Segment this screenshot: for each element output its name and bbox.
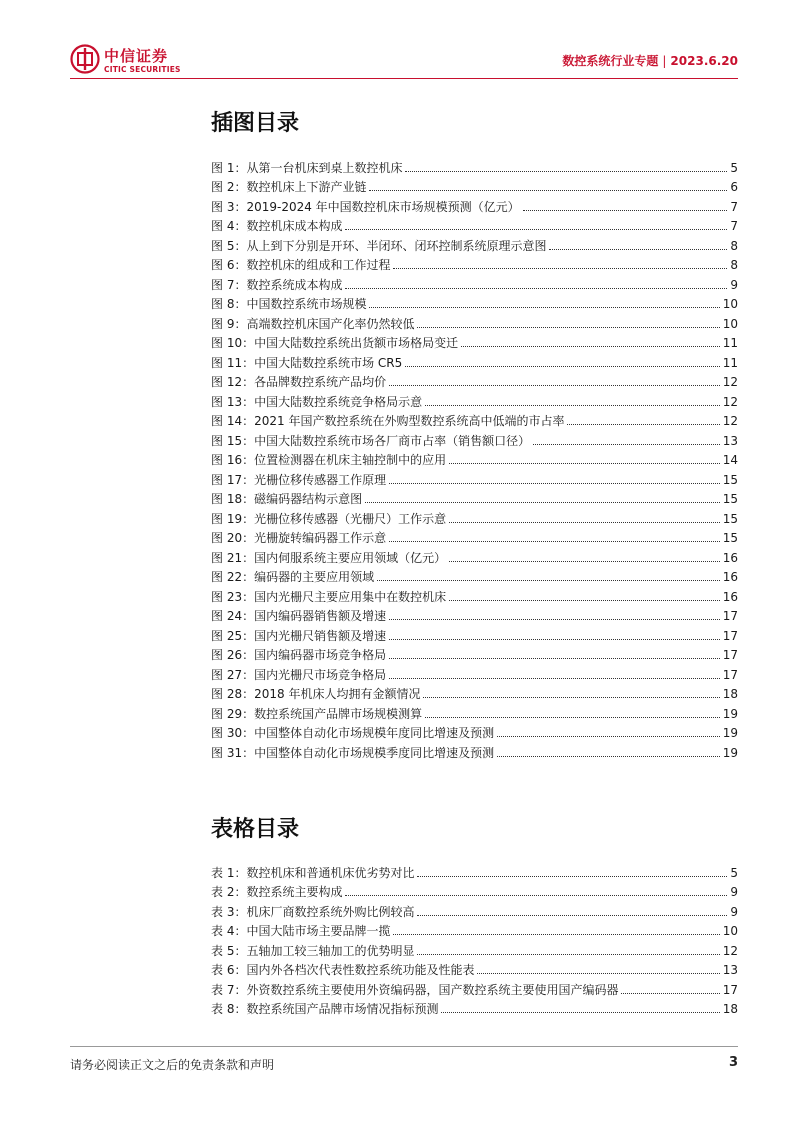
entry-page: 13 (722, 433, 738, 448)
entry-label: 图 24： (211, 609, 255, 623)
entry-page: 9 (730, 904, 738, 919)
entry-page: 8 (730, 238, 738, 253)
figure-toc-entry[interactable] (211, 702, 738, 722)
entry-page: 18 (722, 687, 738, 701)
entry-page: 9 (730, 885, 738, 899)
table-toc-entry[interactable] (211, 920, 738, 940)
entry-leader (549, 249, 727, 250)
entry-page: 19 (722, 745, 738, 760)
entry-caption: 中国大陆数控系统出货额市场格局变迁 (254, 336, 459, 350)
entry-caption: 光栅位移传感器工作原理 (254, 472, 387, 487)
figure-toc-entry[interactable] (211, 273, 738, 293)
entry-page: 6 (730, 180, 738, 194)
entry-label: 图 21： (211, 550, 255, 565)
entry-page: 19 (722, 706, 738, 721)
figure-toc-entry[interactable] (211, 371, 738, 391)
entry-page: 16 (722, 589, 738, 604)
entry-caption: 2018 年机床人均拥有金额情况 (254, 687, 421, 701)
entry-caption: 数控机床和普通机床优劣势对比 (246, 865, 415, 880)
entry-caption: 中国大陆数控系统市场各厂商市占率（销售额口径） (254, 433, 531, 448)
entry-caption: 中国大陆数控系统竞争格局示意 (254, 394, 423, 409)
table-toc-entry[interactable] (211, 959, 738, 979)
entry-label: 图 23： (211, 589, 255, 604)
entry-label: 表 3： (211, 904, 247, 919)
figure-toc-entry[interactable] (211, 663, 738, 683)
figure-toc-entry[interactable] (211, 722, 738, 742)
figure-toc-entry[interactable] (211, 624, 738, 644)
entry-caption: 2021 年国产数控系统在外购型数控系统高中低端的市占率 (254, 414, 565, 428)
entry-label: 图 8： (211, 297, 247, 311)
entry-page: 8 (730, 258, 738, 272)
entry-leader (425, 717, 720, 718)
figure-toc-entry[interactable] (211, 585, 738, 605)
entry-leader (369, 190, 727, 191)
entry-label: 图 31： (211, 745, 255, 760)
entry-page: 17 (722, 628, 738, 643)
entry-caption: 中国大陆数控系统市场 CR5 (254, 355, 403, 370)
figure-toc-entry[interactable] (211, 429, 738, 449)
entry-page: 15 (722, 511, 738, 526)
header-separator: | (662, 54, 667, 68)
entry-label: 图 15： (211, 433, 255, 448)
entry-leader (389, 678, 720, 679)
entry-label: 表 7： (211, 982, 247, 997)
figure-toc-entry[interactable] (211, 507, 738, 527)
entry-caption: 国内光栅尺销售额及增速 (254, 628, 387, 643)
entry-page: 18 (722, 1002, 738, 1016)
entry-page: 12 (722, 943, 738, 958)
entry-label: 图 12： (211, 375, 255, 389)
entry-leader (449, 522, 720, 523)
figure-toc-entry[interactable] (211, 644, 738, 664)
entry-leader (405, 171, 727, 172)
entry-label: 图 6： (211, 258, 247, 272)
figure-toc-entry[interactable] (211, 449, 738, 469)
entry-leader (389, 639, 720, 640)
entry-label: 图 26： (211, 648, 255, 662)
entry-label: 图 13： (211, 394, 255, 409)
page-header (70, 40, 738, 82)
entry-leader (345, 229, 727, 230)
entry-page: 12 (722, 394, 738, 409)
entry-leader (389, 541, 720, 542)
entry-caption: 国内编码器销售额及增速 (254, 609, 387, 623)
entry-leader (345, 895, 727, 896)
entry-leader (405, 366, 719, 367)
entry-leader (369, 307, 719, 308)
entry-label: 表 6： (211, 963, 247, 977)
entry-page: 11 (722, 336, 738, 350)
entry-label: 图 20： (211, 531, 255, 545)
entry-leader (389, 619, 720, 620)
company-logo (70, 44, 200, 78)
entry-caption: 从第一台机床到桌上数控机床 (246, 160, 403, 175)
entry-caption: 各品牌数控系统产品均价 (254, 375, 387, 389)
figure-toc-entry[interactable] (211, 390, 738, 410)
entry-label: 表 5： (211, 943, 247, 958)
entry-label: 图 29： (211, 706, 255, 721)
entry-leader (497, 756, 720, 757)
entry-page: 14 (722, 453, 738, 467)
figure-toc-entry[interactable] (211, 351, 738, 371)
figure-toc-entry[interactable] (211, 566, 738, 586)
entry-caption: 国内伺服系统主要应用领域（亿元） (254, 550, 447, 565)
entry-label: 图 28： (211, 687, 255, 701)
entry-page: 10 (722, 316, 738, 331)
header-divider (70, 78, 738, 79)
entry-page: 9 (730, 277, 738, 292)
entry-page: 16 (722, 550, 738, 565)
figure-toc-entry[interactable] (211, 488, 738, 508)
entry-page: 10 (722, 924, 738, 938)
tables-toc-list (211, 861, 738, 1017)
figures-toc-list (211, 156, 738, 761)
entry-leader (423, 697, 719, 698)
table-toc-entry[interactable] (211, 978, 738, 998)
entry-caption: 数控系统成本构成 (246, 277, 343, 292)
logo-company-cn: 中信证券 (104, 47, 169, 65)
entry-caption: 数控系统主要构成 (246, 885, 343, 899)
figure-toc-entry[interactable] (211, 254, 738, 274)
entry-leader (389, 385, 720, 386)
entry-leader (449, 600, 720, 601)
footer-disclaimer: 请务必阅读正文之后的免责条款和声明 (70, 1058, 275, 1072)
entry-page: 12 (722, 375, 738, 389)
entry-caption: 高端数控机床国产化率仍然较低 (246, 316, 415, 331)
entry-leader (377, 580, 720, 581)
entry-leader (441, 1012, 719, 1013)
figure-toc-entry[interactable] (211, 293, 738, 313)
entry-page: 19 (722, 726, 738, 740)
entry-leader (425, 405, 720, 406)
table-toc-entry[interactable] (211, 939, 738, 959)
entry-label: 图 3： (211, 199, 247, 214)
figure-toc-entry[interactable] (211, 683, 738, 703)
entry-page: 15 (722, 472, 738, 487)
entry-label: 图 5： (211, 238, 247, 253)
entry-label: 图 10： (211, 336, 255, 350)
entry-label: 图 9： (211, 316, 247, 331)
entry-page: 15 (722, 492, 738, 506)
report-title: 数控系统行业专题 (562, 54, 659, 68)
entry-label: 图 30： (211, 726, 255, 740)
citic-logo-icon (70, 44, 100, 74)
figure-toc-entry[interactable] (211, 195, 738, 215)
entry-leader (523, 210, 728, 211)
figure-toc-entry[interactable] (211, 234, 738, 254)
figure-toc-entry[interactable] (211, 332, 738, 352)
entry-leader (417, 327, 719, 328)
entry-leader (393, 934, 719, 935)
figure-toc-entry[interactable] (211, 546, 738, 566)
figure-toc-entry[interactable] (211, 156, 738, 176)
entry-page: 5 (730, 865, 738, 880)
entry-page: 7 (730, 199, 738, 214)
entry-page: 17 (722, 982, 738, 997)
entry-leader (417, 954, 719, 955)
entry-page: 13 (722, 963, 738, 977)
entry-leader (497, 736, 720, 737)
entry-caption: 光栅位移传感器（光栅尺）工作示意 (254, 511, 447, 526)
footer-divider (70, 1046, 738, 1047)
entry-leader (449, 561, 720, 562)
entry-label: 图 4： (211, 219, 247, 233)
entry-label: 表 8： (211, 1002, 247, 1016)
entry-label: 图 17： (211, 472, 255, 487)
report-date: 2023.6.20 (670, 54, 738, 68)
entry-page: 17 (722, 648, 738, 662)
entry-caption: 机床厂商数控系统外购比例较高 (246, 904, 415, 919)
entry-page: 10 (722, 297, 738, 311)
entry-page: 17 (722, 667, 738, 682)
entry-caption: 中国整体自动化市场规模年度同比增速及预测 (254, 726, 495, 740)
entry-leader (365, 502, 720, 503)
entry-caption: 中国数控系统市场规模 (246, 297, 367, 311)
entry-label: 图 7： (211, 277, 247, 292)
entry-label: 图 19： (211, 511, 255, 526)
entry-caption: 数控机床上下游产业链 (246, 180, 367, 194)
entry-label: 图 1： (211, 160, 247, 175)
entry-leader (477, 973, 719, 974)
entry-caption: 数控系统国产品牌市场情况指标预测 (246, 1002, 439, 1016)
report-info (562, 52, 738, 69)
figure-toc-entry[interactable] (211, 176, 738, 196)
entry-caption: 中国整体自动化市场规模季度同比增速及预测 (254, 745, 495, 760)
entry-caption: 外资数控系统主要使用外资编码器，国产数控系统主要使用国产编码器 (246, 982, 619, 997)
entry-page: 11 (722, 355, 738, 370)
entry-caption: 五轴加工较三轴加工的优势明显 (246, 943, 415, 958)
entry-caption: 国内外各档次代表性数控系统功能及性能表 (246, 963, 475, 977)
entry-caption: 国内光栅尺主要应用集中在数控机床 (254, 589, 447, 604)
entry-label: 表 2： (211, 885, 247, 899)
entry-page: 5 (730, 160, 738, 175)
entry-leader (461, 346, 720, 347)
table-toc-entry[interactable] (211, 861, 738, 881)
table-toc-entry[interactable] (211, 900, 738, 920)
entry-label: 图 16： (211, 453, 255, 467)
entry-caption: 国内光栅尺市场竞争格局 (254, 667, 387, 682)
entry-caption: 国内编码器市场竞争格局 (254, 648, 387, 662)
entry-caption: 光栅旋转编码器工作示意 (254, 531, 387, 545)
page-number: 3 (728, 1055, 738, 1070)
figure-toc-entry[interactable] (211, 312, 738, 332)
entry-page: 12 (722, 414, 738, 428)
entry-caption: 位置检测器在机床主轴控制中的应用 (254, 453, 447, 467)
table-toc-entry[interactable] (211, 998, 738, 1018)
entry-label: 图 27： (211, 667, 255, 682)
entry-caption: 磁编码器结构示意图 (254, 492, 363, 506)
entry-label: 表 1： (211, 865, 247, 880)
entry-leader (621, 993, 719, 994)
entry-label: 图 22： (211, 570, 255, 584)
entry-caption: 数控机床成本构成 (246, 219, 343, 233)
entry-leader (417, 915, 727, 916)
entry-leader (389, 658, 720, 659)
entry-page: 15 (722, 531, 738, 545)
entry-label: 图 18： (211, 492, 255, 506)
figure-toc-entry[interactable] (211, 468, 738, 488)
entry-caption: 数控系统国产品牌市场规模测算 (254, 706, 423, 721)
entry-caption: 数控机床的组成和工作过程 (246, 258, 391, 272)
entry-leader (345, 288, 727, 289)
figures-toc-title: 插图目录 (211, 111, 300, 136)
entry-page: 17 (722, 609, 738, 623)
figure-toc-entry[interactable] (211, 605, 738, 625)
tables-toc-title: 表格目录 (211, 817, 300, 842)
entry-label: 图 25： (211, 628, 255, 643)
figure-toc-entry[interactable] (211, 410, 738, 430)
entry-label: 图 11： (211, 355, 255, 370)
entry-leader (567, 424, 719, 425)
figure-toc-entry[interactable] (211, 215, 738, 235)
entry-caption: 从上到下分别是开环、半闭环、闭环控制系统原理示意图 (246, 238, 547, 253)
entry-page: 7 (730, 219, 738, 233)
entry-leader (449, 463, 720, 464)
entry-leader (533, 444, 720, 445)
entry-caption: 2019-2024 年中国数控机床市场规模预测（亿元） (246, 199, 520, 214)
table-toc-entry[interactable] (211, 881, 738, 901)
entry-caption: 中国大陆市场主要品牌一揽 (246, 924, 391, 938)
figure-toc-entry[interactable] (211, 741, 738, 761)
figure-toc-entry[interactable] (211, 527, 738, 547)
entry-leader (393, 268, 727, 269)
entry-leader (417, 876, 727, 877)
entry-caption: 编码器的主要应用领域 (254, 570, 375, 584)
entry-leader (389, 483, 720, 484)
entry-page: 16 (722, 570, 738, 584)
entry-label: 图 2： (211, 180, 247, 194)
logo-company-en: CITIC SECURITIES (104, 65, 181, 74)
entry-label: 图 14： (211, 414, 255, 428)
entry-label: 表 4： (211, 924, 247, 938)
